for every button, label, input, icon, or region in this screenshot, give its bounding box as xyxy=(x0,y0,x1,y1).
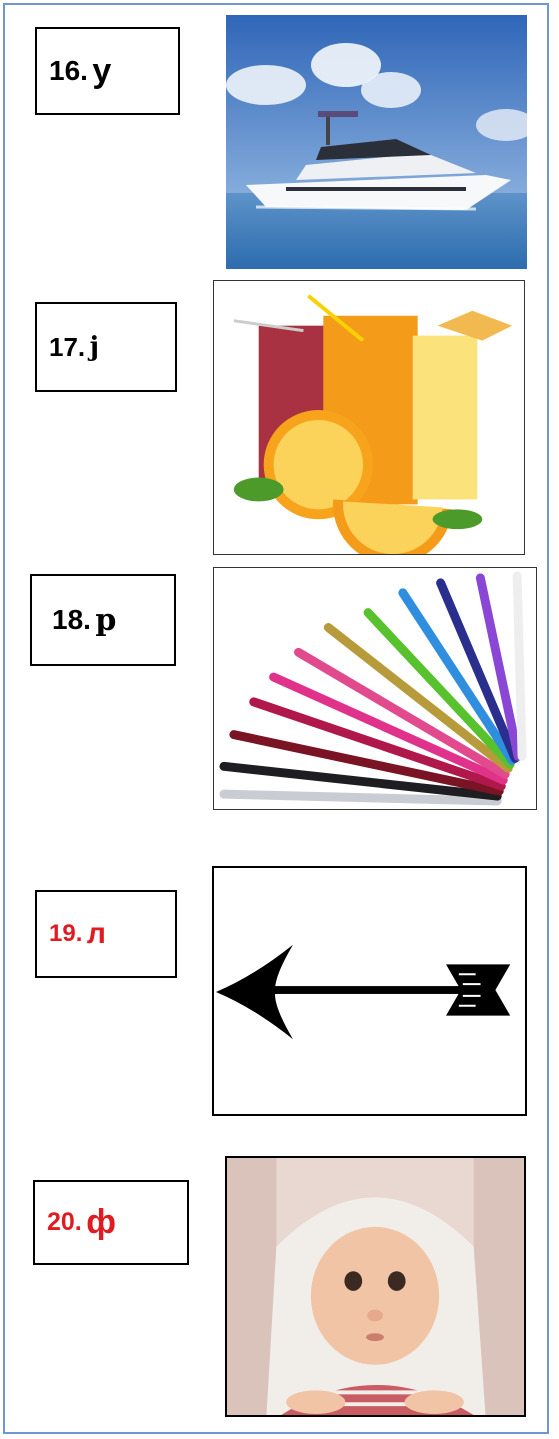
item-letter: л xyxy=(86,917,106,950)
item-number: 16. xyxy=(49,55,88,86)
item-number: 20. xyxy=(47,1208,82,1236)
item-letter: ф xyxy=(86,1203,116,1241)
item-letter: у xyxy=(92,51,112,90)
item-number: 18. xyxy=(52,604,91,635)
item-letter: ј xyxy=(89,332,100,362)
label-box-18 xyxy=(30,574,176,666)
pens-image xyxy=(213,567,537,810)
label-box-19 xyxy=(35,890,177,978)
item-number: 17. xyxy=(49,331,86,362)
item-number: 19. xyxy=(49,920,83,947)
yacht-image xyxy=(226,15,527,269)
label-box-20 xyxy=(33,1180,189,1265)
label-box-17 xyxy=(35,302,177,392)
label-box-16 xyxy=(35,27,180,115)
juice-image xyxy=(213,280,525,555)
arrow-image xyxy=(212,866,527,1116)
baby-image xyxy=(225,1156,526,1417)
item-letter: р xyxy=(95,602,117,638)
